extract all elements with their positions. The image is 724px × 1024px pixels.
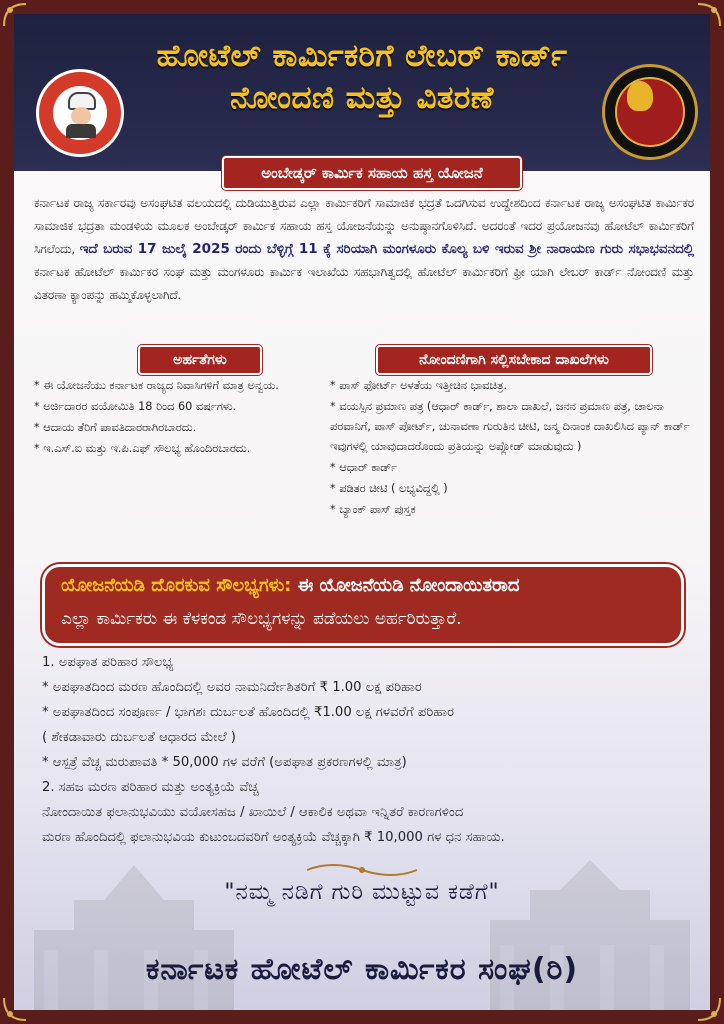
benefits-banner-label: ಯೋಜನೆಯಡಿ ದೊರಕುವ ಸೌಲಭ್ಯಗಳು: — [61, 575, 292, 596]
benefits-banner — [42, 564, 684, 646]
poster-title-line2: ನೋಂದಣಿ ಮತ್ತು ವಿತರಣೆ — [230, 80, 494, 116]
list-item: * ಇ.ಎಸ್.ಐ ಮತ್ತು ಇ.ಪಿ.ಎಫ್ ಸೌಲಭ್ಯ ಹೊಂದಿರಬಾರದು. — [34, 442, 251, 455]
list-item: * ಪಡಿತರ ಚೀಟಿ ( ಲಭ್ಯವಿದ್ದಲ್ಲಿ ) — [330, 482, 448, 495]
list-item: * ಅರ್ಜಿದಾರರ ವಯೋಮಿತಿ 18 ರಿಂದ 60 ವರ್ಷಗಳು. — [34, 400, 237, 413]
benefits-banner-line1 — [61, 575, 671, 596]
benefit-line: * ಅಪಘಾತದಿಂದ ಮರಣ ಹೊಂದಿದಲ್ಲಿ ಅವರ ನಾಮನಿರ್ದೇಶಿತರಿಗೆ ₹ 1.00 ಲಕ್ಷ ಪರಿಹಾರ — [42, 680, 422, 695]
emblem-icon — [627, 81, 653, 111]
benefit-line: * ಆಸ್ಪತ್ರೆ ವೆಚ್ಚ ಮರುಪಾವತಿ * 50,000 ಗಳ ವರೆಗೆ (ಅಪಘಾತ ಪ್ರಕರಣಗಳಲ್ಲಿ ಮಾತ್ರ) — [42, 755, 407, 770]
eligibility-heading: ಅರ್ಹತೆಗಳು — [138, 345, 262, 375]
benefit-line: ನೋಂದಾಯಿತ ಫಲಾನುಭವಿಯು ವಯೋಸಹಜ / ಖಾಯಿಲೆ / ಆಕಾಲಿಕ ಅಥವಾ ಇನ್ನಿತರೆ ಕಾರಣಗಳಿಂದ — [42, 805, 464, 820]
benefit-line: * ಅಪಘಾತದಿಂದ ಸಂಪೂರ್ಣ / ಭಾಗಶಃ ದುರ್ಬಲತೆ ಹೊಂದಿದಲ್ಲಿ ₹1.00 ಲಕ್ಷ ಗಳವರೆಗೆ ಪರಿಹಾರ — [42, 705, 455, 720]
documents-list — [330, 376, 700, 521]
organization-name: ಕರ್ನಾಟಕ ಹೋಟೆಲ್ ಕಾರ್ಮಿಕರ ಸಂಘ(ರಿ) — [145, 952, 579, 987]
list-item: * ಈ ಯೋಜನೆಯು ಕರ್ನಾಟಕ ರಾಜ್ಯದ ನಿವಾಸಿಗಳಿಗೆ ಮಾತ್ರ ಅನ್ವಯ. — [34, 379, 279, 392]
scheme-paragraph-part2: ಕರ್ನಾಟಕ ಹೋಟೆಲ್ ಕಾರ್ಮಿಕರ ಸಂಘ ಮತ್ತು ಮಂಗಳೂರು ಕಾರ್ಮಿಕ ಇಲಾಖೆಯ ಸಹಭಾಗಿತ್ವದಲ್ಲಿ ಹೋಟೆಲ್ ಕಾರ್ಮಿಕರಿಗೆ ಫ್ರೀ ಯಾಗಿ ಲೇಬರ್ ಕಾರ್ಡ್ ನೋಂದಣಿ ಮತ್ತು ವಿತರಣಾ ಕ್ಯಾಂಪನ್ನು ಹಮ್ಮಿಕೊಳ್ಳಲಾಗಿದೆ. — [34, 265, 694, 302]
header-banner — [14, 14, 710, 171]
benefit-line: ( ಶೇಕಡಾವಾರು ದುರ್ಬಲತೆ ಆಧಾರದ ಮೇಲೆ ) — [42, 730, 236, 745]
list-item: * ಆದಾಯ ತೆರಿಗೆ ಪಾವತಿದಾರರಾಗಿರಬಾರದು. — [34, 421, 197, 434]
benefit-line: 2. ಸಹಜ ಮರಣ ಪರಿಹಾರ ಮತ್ತು ಅಂತ್ಯಕ್ರಿಯೆ ವೆಚ್ಚ — [42, 780, 259, 795]
benefit-line: ಮರಣ ಹೊಂದಿದಲ್ಲಿ ಫಲಾನುಭವಿಯ ಕುಟುಂಬದವರಿಗೆ ಅಂತ್ಯಕ್ರಿಯೆ ವೆಚ್ಚಕ್ಕಾಗಿ ₹ 10,000 ಗಳ ಧನ ಸಹಾಯ. — [42, 830, 505, 845]
benefits-banner-text: ಈ ಯೋಜನೆಯಡಿ ನೋಂದಾಯಿತರಾದ — [291, 575, 520, 596]
government-emblem-logo — [602, 64, 698, 160]
poster-title-line1: ಹೋಟೆಲ್ ಕಾರ್ಮಿಕರಿಗೆ ಲೇಬರ್ ಕಾರ್ಡ್ — [156, 38, 568, 74]
divider-ornament-icon — [302, 860, 422, 880]
scheme-paragraph-part1: ಕರ್ನಾಟಕ ರಾಜ್ಯ ಸರ್ಕಾರವು ಅಸಂಘಟಿತ ವಲಯದಲ್ಲಿ ದುಡಿಯುತ್ತಿರುವ ಎಲ್ಲಾ ಕಾರ್ಮಿಕರಿಗೆ ಸಾಮಾಜಿಕ ಭದ್ರತೆ ಒದಗಿಸುವ ಉದ್ದೇಶದಿಂದ ಕರ್ನಾಟಕ ರಾಜ್ಯ ಅಸಂಘಟಿತ ಕಾರ್ಮಿಕರ ಸಾಮಾಜಿಕ ಭದ್ರತಾ ಮಂಡಳಿಯ ಮೂಲಕ ಅಂಬೇಡ್ಕರ್ ಕಾರ್ಮಿಕ ಸಹಾಯ ಹಸ್ತ ಯೋಜನೆಯನ್ನು ಅನುಷ್ಠಾನಗೊಳಿಸಿದೆ. ಅದರಂತೆ ಇದರ ಪ್ರಯೋಜನವು ಹೋಟೆಲ್ ಕಾರ್ಮಿಕರಿಗೆ ಸಿಗಲೆಂದು, — [34, 196, 694, 256]
event-details-highlight: ಇದೆ ಬರುವ 17 ಜುಲೈ 2025 ರಂದು ಬೆಳ್ಳಿಗ್ಗೆ 11 ಕ್ಕೆ ಸರಿಯಾಗಿ ಮಂಗಳೂರು ಕೊಲ್ಯ ಬಳಿ ಇರುವ ಶ್ರೀ ನಾರಾಯಣ ಗುರು ಸಭಾಭವನದಲ್ಲಿ — [79, 241, 695, 257]
eligibility-list — [34, 376, 324, 460]
documents-heading: ನೋಂದಣಿಗಾಗಿ ಸಲ್ಲಿಸಬೇಕಾದ ದಾಖಲೆಗಳು — [376, 345, 652, 375]
list-item: * ಬ್ಯಾಂಕ್ ಪಾಸ್ ಪುಸ್ತಕ — [330, 503, 416, 516]
benefits-list — [42, 650, 702, 850]
benefits-banner-line2: ಎಲ್ಲಾ ಕಾರ್ಮಿಕರು ಈ ಕೆಳಕಂಡ ಸೌಲಭ್ಯಗಳನ್ನು ಪಡೆಯಲು ಅರ್ಹರಿರುತ್ತಾರೆ. — [61, 609, 462, 629]
benefit-line: 1. ಅಪಘಾತ ಪರಿಹಾರ ಸೌಲಭ್ಯ — [42, 655, 174, 670]
scheme-description — [34, 192, 694, 307]
list-item: * ಆಧಾರ್ ಕಾರ್ಡ್ — [330, 461, 397, 474]
list-item: * ಪಾಸ್ ಫೋರ್ಟ್ ಅಳತೆಯ ಇತ್ತೀಚಿನ ಭಾವಚಿತ್ರ. — [330, 379, 508, 392]
scheme-heading: ಅಂಬೇಡ್ಕರ್ ಕಾರ್ಮಿಕ ಸಹಾಯ ಹಸ್ತ ಯೋಜನೆ — [222, 156, 522, 190]
union-logo — [36, 69, 124, 157]
slogan: "ನಮ್ಮ ನಡಿಗೆ ಗುರಿ ಮುಟ್ಟುವ ಕಡೆಗೆ" — [224, 880, 500, 905]
list-item: * ವಯಸ್ಸಿನ ಪ್ರಮಾಣ ಪತ್ರ (ಆಧಾರ್ ಕಾರ್ಡ್, ಶಾಲಾ ದಾಖಲೆ, ಜನನ ಪ್ರಮಾಣ ಪತ್ರ, ಚಾಲನಾ ಪರವಾನಿಗೆ, ಪಾಸ್ ಪೋರ್ಟ್, ಚುನಾವಣಾ ಗುರುತಿನ ಚೀಟಿ, ಜನ್ಮ ದಿನಾಂಕ ದಾಖಲಿಸಿದ ಪ್ಯಾನ್ ಕಾರ್ಡ್ ಇವುಗಳಲ್ಲಿ ಯಾವುದಾದರೊಂದು ಪ್ರತಿಯನ್ನು ಅಪ್ಲೋಡ್ ಮಾಡುವುದು ) — [330, 400, 690, 453]
poster-body — [14, 14, 710, 1010]
